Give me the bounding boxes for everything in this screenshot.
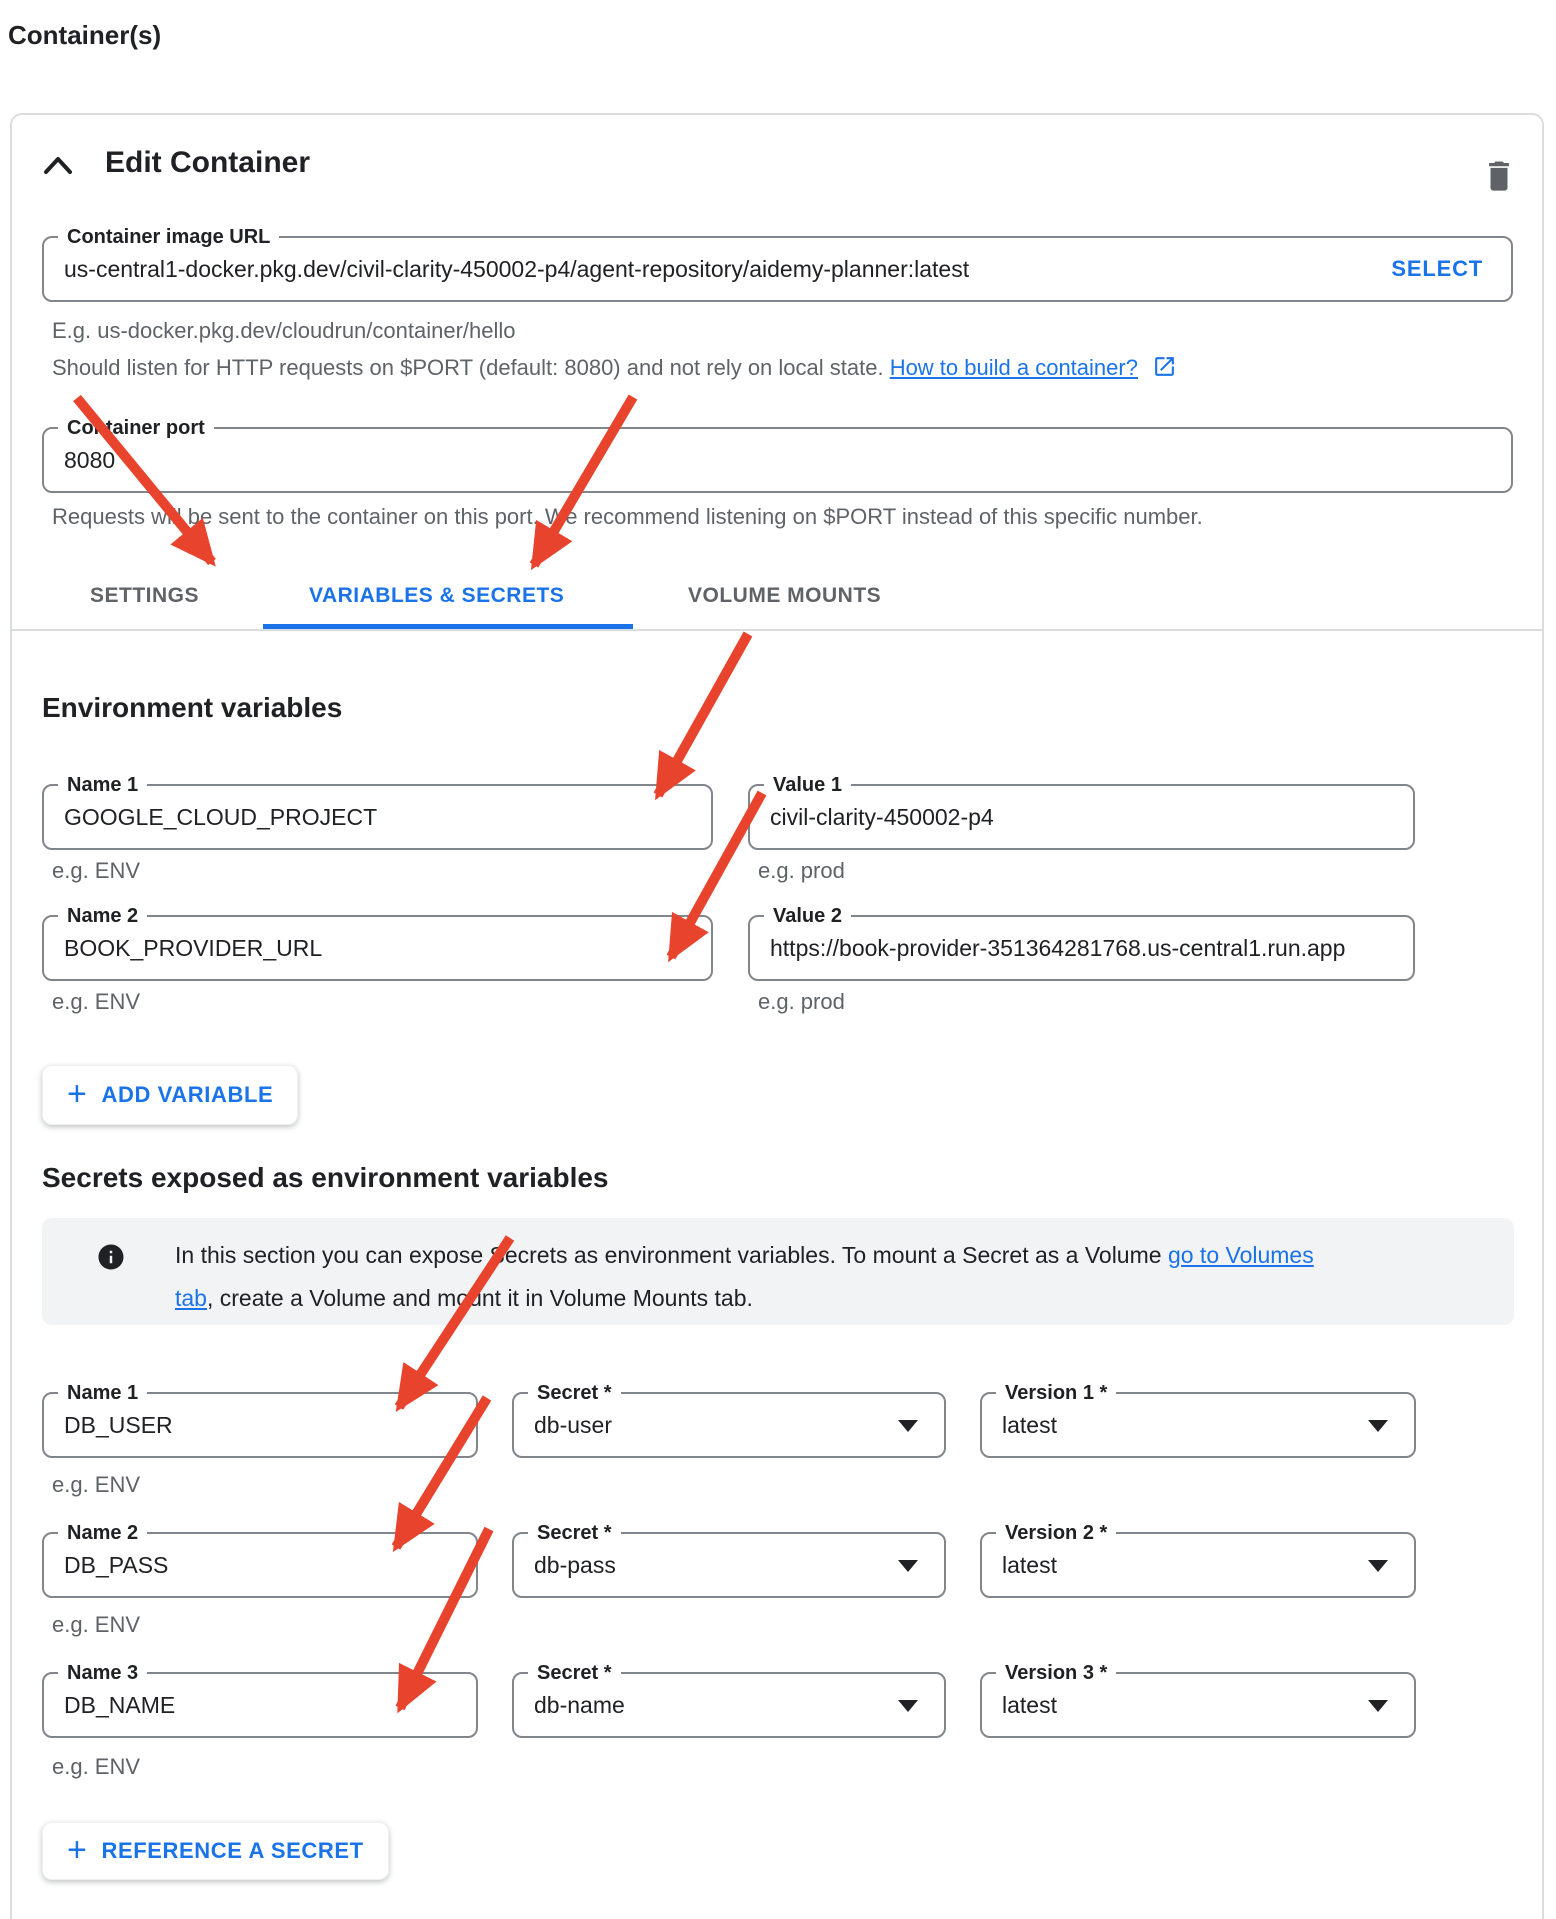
tabs-divider	[10, 629, 1544, 631]
secrets-heading: Secrets exposed as environment variables	[42, 1162, 609, 1193]
go-to-volumes-link-line1[interactable]: go to Volumes	[1167, 1242, 1314, 1268]
how-to-build-link[interactable]: How to build a container?	[889, 355, 1138, 380]
env-name-2-field[interactable]	[42, 905, 713, 981]
secret-select-2-field[interactable]	[512, 1522, 946, 1598]
secret-select-3-value[interactable]: db-name	[534, 1692, 625, 1718]
version-select-2-field[interactable]	[980, 1522, 1416, 1598]
secret-name-1-value[interactable]: DB_USER	[64, 1412, 173, 1438]
env-value-1-field[interactable]	[748, 774, 1415, 850]
dropdown-caret-icon[interactable]	[1368, 1420, 1388, 1432]
container-port-helper: Requests will be sent to the container on this port. We recommend listening on $PORT instead of this specific number.	[52, 504, 1203, 529]
secret-name-1-label: Name 1	[58, 1379, 147, 1407]
add-variable-button[interactable]	[42, 1065, 298, 1125]
image-url-example-helper: E.g. us-docker.pkg.dev/cloudrun/container/hello	[52, 318, 516, 343]
secret-select-1-label: Secret *	[528, 1379, 621, 1407]
env-value-1-value[interactable]: civil-clarity-450002-p4	[770, 804, 994, 830]
secret-select-1-value[interactable]: db-user	[534, 1412, 612, 1438]
info-icon	[96, 1242, 126, 1272]
page-title: Container(s)	[8, 20, 162, 50]
env-name-1-label: Name 1	[58, 771, 147, 799]
secret-name-3-helper: e.g. ENV	[52, 1754, 141, 1779]
container-image-url-field[interactable]	[42, 226, 1513, 302]
reference-a-secret-label: REFERENCE A SECRET	[101, 1838, 364, 1863]
secret-name-3-label: Name 3	[58, 1659, 147, 1687]
delete-container-trash-icon[interactable]	[1482, 156, 1516, 194]
edit-container-card	[10, 113, 1544, 1919]
dropdown-caret-icon[interactable]	[898, 1560, 918, 1572]
env-value-2-helper: e.g. prod	[758, 989, 845, 1014]
version-select-1-field[interactable]	[980, 1382, 1416, 1458]
env-value-2-label: Value 2	[764, 902, 851, 930]
container-image-url-value[interactable]: us-central1-docker.pkg.dev/civil-clarity-450002-p4/agent-repository/aidemy-planner:latest	[64, 256, 970, 282]
version-select-3-field[interactable]	[980, 1662, 1416, 1738]
secret-name-1-helper: e.g. ENV	[52, 1472, 141, 1497]
env-name-2-value[interactable]: BOOK_PROVIDER_URL	[64, 935, 323, 961]
secret-select-2-label: Secret *	[528, 1519, 621, 1547]
tab-variables-secrets[interactable]: VARIABLES & SECRETS	[309, 584, 565, 607]
tab-settings[interactable]: SETTINGS	[90, 584, 200, 607]
version-select-1-value[interactable]: latest	[1002, 1412, 1057, 1438]
secret-select-3-label: Secret *	[528, 1659, 621, 1687]
dropdown-caret-icon[interactable]	[1368, 1700, 1388, 1712]
reference-a-secret-button[interactable]	[42, 1822, 389, 1880]
container-image-url-label: Container image URL	[58, 223, 279, 251]
external-link-icon[interactable]	[1152, 354, 1177, 379]
collapse-chevron-up-icon[interactable]	[41, 153, 75, 179]
version-select-2-value[interactable]: latest	[1002, 1552, 1057, 1578]
env-value-2-field[interactable]	[748, 905, 1415, 981]
secret-select-3-field[interactable]	[512, 1662, 946, 1738]
secret-name-3-field[interactable]	[42, 1662, 478, 1738]
secret-name-1-field[interactable]	[42, 1382, 478, 1458]
env-value-2-value[interactable]: https://book-provider-351364281768.us-central1.run.app	[770, 935, 1346, 961]
image-url-helper-line	[52, 354, 1177, 381]
version-select-2-label: Version 2 *	[996, 1519, 1116, 1547]
env-name-1-helper: e.g. ENV	[52, 858, 141, 883]
secret-name-2-value[interactable]: DB_PASS	[64, 1552, 169, 1578]
env-name-1-field[interactable]	[42, 774, 713, 850]
secret-name-2-label: Name 2	[58, 1519, 147, 1547]
env-value-1-helper: e.g. prod	[758, 858, 845, 883]
env-name-2-helper: e.g. ENV	[52, 989, 141, 1014]
card-title: Edit Container	[105, 146, 311, 179]
secret-select-2-value[interactable]: db-pass	[534, 1552, 616, 1578]
image-url-helper-text: Should listen for HTTP requests on $PORT (default: 8080) and not rely on local state.	[52, 355, 890, 380]
dropdown-caret-icon[interactable]	[1368, 1560, 1388, 1572]
secrets-info-text	[175, 1234, 1475, 1320]
tab-volume-mounts[interactable]: VOLUME MOUNTS	[688, 584, 882, 607]
secret-name-2-helper: e.g. ENV	[52, 1612, 141, 1637]
version-select-1-label: Version 1 *	[996, 1379, 1116, 1407]
environment-variables-heading: Environment variables	[42, 692, 343, 723]
dropdown-caret-icon[interactable]	[898, 1420, 918, 1432]
secret-select-1-field[interactable]	[512, 1382, 946, 1458]
plus-icon: +	[67, 1830, 88, 1869]
info-text-part2: , create a Volume and mount it in Volume Mounts tab.	[206, 1285, 753, 1311]
env-name-1-value[interactable]: GOOGLE_CLOUD_PROJECT	[64, 804, 378, 830]
secret-name-2-field[interactable]	[42, 1522, 478, 1598]
env-value-1-label: Value 1	[764, 771, 851, 799]
env-name-2-label: Name 2	[58, 902, 147, 930]
container-port-label: Container port	[58, 414, 214, 442]
select-image-button[interactable]: SELECT	[1391, 256, 1483, 281]
container-port-field[interactable]	[42, 417, 1513, 493]
go-to-volumes-link-line2[interactable]: tab	[175, 1285, 207, 1311]
info-text-part1: In this section you can expose Secrets as environment variables. To mount a Secret as a Volume	[175, 1242, 1168, 1268]
version-select-3-label: Version 3 *	[996, 1659, 1116, 1687]
secrets-info-banner	[42, 1218, 1514, 1325]
add-variable-label: ADD VARIABLE	[101, 1082, 274, 1107]
dropdown-caret-icon[interactable]	[898, 1700, 918, 1712]
plus-icon: +	[67, 1074, 88, 1113]
container-port-value[interactable]: 8080	[64, 447, 116, 473]
secret-name-3-value[interactable]: DB_NAME	[64, 1692, 176, 1718]
version-select-3-value[interactable]: latest	[1002, 1692, 1057, 1718]
